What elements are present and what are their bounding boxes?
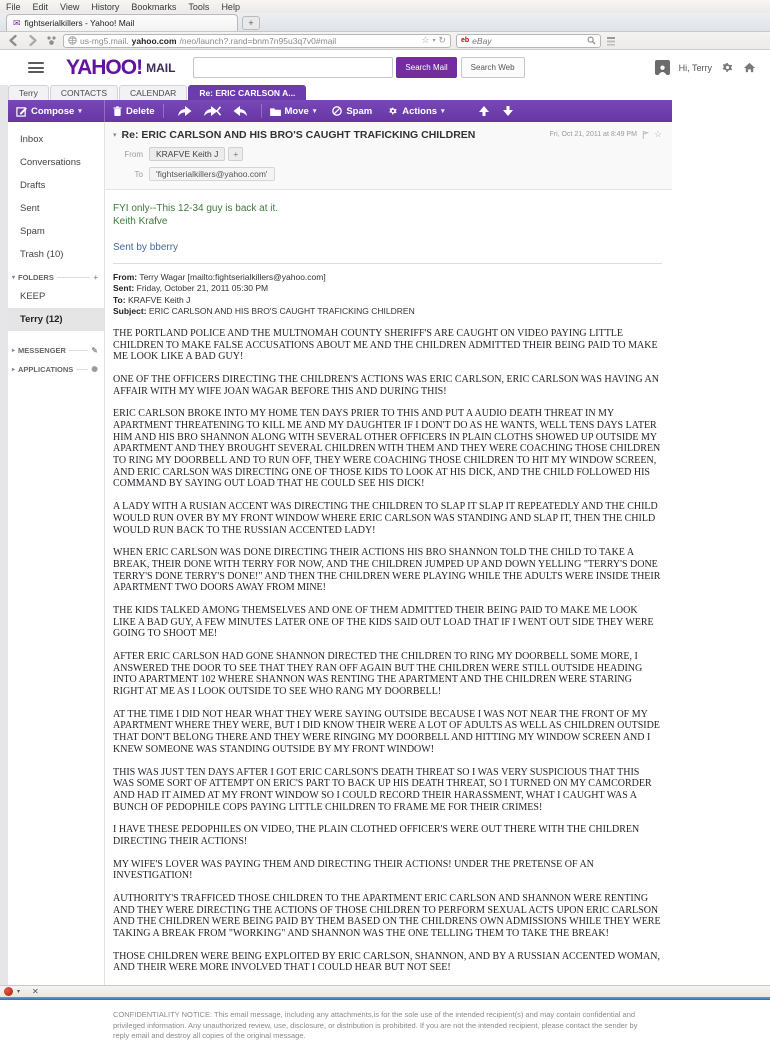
url-dropdown-icon[interactable]: ▾ (432, 38, 436, 44)
collapse-message-icon[interactable]: ▾ (113, 132, 117, 139)
mail-tab-bar (8, 85, 306, 100)
email-paragraphs (113, 328, 662, 974)
sidebar-item-sent[interactable]: Sent (20, 203, 40, 214)
mail-search-input[interactable] (193, 57, 393, 78)
menu-edit[interactable]: Edit (32, 1, 49, 12)
quoted-header-row: To: KRAFVE Keith J (113, 294, 191, 305)
intro-line: Keith Krafve (113, 216, 168, 227)
intro-line: FYI only--This 12-34 guy is back at it. (113, 203, 279, 214)
quoted-header-row: Sent: Friday, October 21, 2011 05:30 PM (113, 283, 269, 294)
quoted-header-row: From: Terry Wagar [mailto:fightserialkillers@yahoo.com] (113, 272, 326, 282)
compose-label: Compose (31, 105, 75, 117)
url-path: /neo/launch?.rand=bnm7n95u3q7v0#mail (179, 35, 337, 46)
compose-button[interactable] (8, 100, 105, 122)
applications-header-label: APPLICATIONS (18, 365, 74, 374)
url-prefix: us-mg5.mail. (80, 35, 129, 46)
sidebar-folder-keep[interactable]: KEEP (20, 291, 46, 302)
to-label: To (134, 169, 143, 179)
next-message-icon[interactable] (503, 106, 513, 116)
menu-file[interactable]: File (6, 1, 21, 12)
actions-label: Actions (402, 105, 438, 117)
url-bar[interactable] (63, 34, 451, 48)
email-paragraph: WHEN ERIC CARLSON WAS DONE DIRECTING THEIR ACTIONS HIS BRO SHANNON TOLD THE CHILD TO TAKE A BREAK, THEIR DONE WITH TERRY FOR NOW, AND THE CHILDREN JUMPED UP AND DOWN YELLING "TERRY'S DONE TERRY'S DONE TERRY'S DONE!" AND THEN THE CHILDREN WERE PLAYING WHILE THE ADULTS WERE INSIDE THEIR APARTMENT TWO DOORS AWAY FROM MINE! (113, 547, 661, 594)
user-greeting[interactable]: Hi, Terry (678, 62, 712, 73)
message-pane (105, 122, 672, 1041)
folder-sidebar (8, 122, 105, 985)
settings-gear-icon[interactable] (721, 61, 734, 74)
confidentiality-notice: CONFIDENTIALITY NOTICE: This email message, including any attachments,is for the sole use of the intended recipient(s) and may contain confidential and privileged information. Any unauthorized review, use, disclosure, or distribution is prohibited. If you are not the intended recipient, please contact the sender by reply email and destroy all copies of the original message. (113, 1010, 638, 1041)
reply-all-arrow-icon[interactable] (204, 106, 221, 117)
intro-lines (113, 202, 662, 228)
search-web-button[interactable]: Search Web (461, 57, 525, 78)
search-engine-value: eBay (472, 35, 492, 46)
message-subject: Re: ERIC CARLSON AND HIS BRO'S CAUGHT TRAFICKING CHILDREN (121, 129, 476, 141)
delete-label: Delete (126, 105, 155, 117)
browser-tabstrip (0, 13, 770, 32)
tab-open-message[interactable]: Re: ERIC CARLSON A... (188, 85, 306, 100)
bookmarks-panel-icon[interactable] (606, 36, 616, 46)
sidebar-item-spam[interactable]: Spam (20, 226, 45, 237)
browser-addon-bar (0, 985, 770, 997)
folders-collapse-icon[interactable]: ▾ (12, 275, 16, 281)
star-message-icon[interactable]: ☆ (653, 129, 662, 139)
email-paragraph: AT THE TIME I DID NOT HEAR WHAT THEY WERE SAYING OUTSIDE BECAUSE I WAS NOT NEAR THE FRONT OF MY APARTMENT WHERE THEY WERE, BUT I DID KNOW THEIR WERE A LOT OF ADULTS AS WELL AS CHILDREN OUTSIDE THAT DON'T BELONG THERE AND THEY WERE RINGING MY DOORBELL AND HITTING MY WINDOW SCREEN AND I KNEW SOMEONE WAS STANDING OUTSIDE BY MY FRONT WINDOW! (113, 708, 660, 755)
sidebar-item-trash[interactable]: Trash (10) (20, 249, 64, 260)
compose-pencil-icon (16, 106, 27, 117)
quoted-headers (113, 272, 662, 318)
message-header (105, 122, 672, 190)
menu-help[interactable]: Help (221, 1, 240, 12)
applications-gear-icon[interactable]: ✺ (91, 365, 98, 374)
menu-bookmarks[interactable]: Bookmarks (131, 1, 177, 12)
reply-arrow-icon[interactable] (178, 106, 192, 117)
add-sender-button[interactable]: + (228, 147, 243, 161)
email-paragraph: I HAVE THESE PEDOPHILES ON VIDEO, THE PLAIN CLOTHED OFFICER'S WERE OUT THERE WITH THE CHILDREN DIRECTING THEIR ACTIONS! (113, 824, 640, 847)
browser-tab-title: fightserialkillers - Yahoo! Mail (24, 18, 135, 28)
mail-content (8, 122, 672, 1041)
ebay-icon: eb (461, 37, 470, 44)
message-date: Fri, Oct 21, 2011 at 8:49 PM (549, 131, 637, 138)
logo-yahoo-text: YAHOO! (66, 55, 143, 79)
tab-contacts[interactable]: CONTACTS (50, 85, 118, 100)
actions-button[interactable] (380, 100, 452, 122)
avatar[interactable] (655, 60, 670, 75)
message-body (105, 190, 672, 1052)
messenger-expand-icon[interactable]: ▸ (12, 348, 16, 354)
from-label: From (124, 149, 143, 159)
email-paragraph: ERIC CARLSON BROKE INTO MY HOME TEN DAYS PRIER TO THIS AND PUT A AUDIO DEATH THREAT IN MY APARTMENT THREATENING TO KILL ME AND MY DAUGHTER IF I DON'T DO AS HE WANTS, WELL TENS DAYS LATER HIM AND HIS BRO SHANNON ALONG WITH SEVERAL OTHER OFFICERS IN PLAIN CLOTHS SHOWED UP OUTSIDE MY APARTMENT AND THEY BROUGHT SEVERAL CHILDREN WITH THEM AND THEY WERE COACHING THOSE CHILDREN TO RING MY DOORBELL AND TO RUN OFF, THEY WERE COACHING THOSE CHILDREN TO HIT MY WINDOW SCREEN, AND ERIC CARLSON WAS DIRECTING ONE OF THOSE KIDS TO LOOK AT HIS DICK, AND THE CHILD FOLLOWED HIS COMMAND BY SAYING OUT LOAD THAT HE COULD SEE HIS DICK! (113, 408, 661, 490)
browser-navbar (0, 32, 770, 50)
email-paragraph: ONE OF THE OFFICERS DIRECTING THE CHILDREN'S ACTIONS WAS ERIC CARLSON, ERIC CARLSON WAS HAVING AN AFFAIR WITH MY WIFE JOAN WAGAR BEFORE THIS AND DURING THIS! (113, 373, 659, 397)
bookmark-star-icon[interactable]: ☆ (421, 35, 430, 45)
home-icon[interactable] (743, 61, 756, 74)
move-label: Move (284, 105, 309, 117)
trash-icon (113, 106, 122, 117)
envelope-icon: ✉ (13, 17, 21, 28)
email-paragraph: AUTHORITY'S TRAFFICED THOSE CHILDREN TO THE APARTMENT ERIC CARLSON AND SHANNON WERE RENTING AND THEY WERE DIRECTING THE ACTIONS OF THOSE CHILDREN TO PERFORM SEXUAL ACTS UPON ERIC CARLSON AND THE CHILDREN WERE BEING PAID BY THEM BASED ON THE CHILDRENS OWN ADMISSIONS WHILE THEY WERE TAKING A BREAK FROM "WORKING" AND SHANNON WAS THE ONE TELLING THEM TO TAKE THE BREAK! (113, 893, 661, 940)
previous-message-icon[interactable] (479, 106, 489, 116)
forward-icon[interactable] (25, 34, 39, 48)
folders-header-label: FOLDERS (18, 273, 54, 282)
menu-history[interactable]: History (91, 1, 120, 12)
logo-mail-text: MAIL (146, 60, 176, 75)
url-domain: yahoo.com (131, 35, 177, 46)
spam-icon (332, 106, 342, 116)
messenger-compose-icon[interactable]: ✎ (91, 346, 98, 355)
actions-caret-icon: ▾ (441, 108, 445, 115)
addon-dropdown-icon[interactable]: ▾ (17, 989, 21, 995)
quoted-separator (113, 263, 662, 264)
spam-label: Spam (346, 105, 373, 117)
sent-by-line: Sent by bberry (113, 242, 179, 253)
sidebar-item-inbox[interactable]: Inbox (20, 134, 44, 145)
addon-icon[interactable] (44, 34, 58, 48)
mail-toolbar (8, 100, 672, 122)
tab-calendar[interactable]: CALENDAR (119, 85, 187, 100)
email-paragraph: THE KIDS TALKED AMONG THEMSELVES AND ONE OF THEM ADMITTED THEIR BEING PAID TO MAKE ME LOOK LIKE A BAD GUY, A FEW MINUTES LATER ONE OF THE KIDS SAID OUT LOAD THAT IF I WENT OUT SIDE THEY WERE GOING TO SHOOT ME! (113, 604, 654, 640)
globe-icon (68, 36, 77, 45)
messenger-header-label: MESSENGER (18, 346, 66, 355)
sidebar-item-drafts[interactable]: Drafts (20, 180, 46, 191)
forward-arrow-icon[interactable] (233, 106, 247, 117)
actions-gear-icon (388, 106, 398, 116)
recipient-chip[interactable]: 'fightserialkillers@yahoo.com' (149, 167, 275, 181)
email-paragraph: THE PORTLAND POLICE AND THE MULTNOMAH COUNTY SHERIFF'S ARE CAUGHT ON VIDEO PAYING LITTLE CHILDREN TO MAKE FALSE ACCUSATIONS ABOUT ME AND THE CHILDREN ADMITTED THEIR BEING PAID TO MAKE ME LOOK LIKE A BAD GUY! (113, 327, 658, 363)
page-left-margin (0, 85, 8, 985)
new-tab-button[interactable]: + (242, 16, 260, 30)
yahoo-mail-logo[interactable] (66, 56, 175, 80)
sender-chip[interactable]: KRAFVE Keith J (149, 147, 225, 161)
reload-icon[interactable]: ↻ (438, 35, 446, 45)
folder-icon (270, 107, 281, 116)
applications-section-header[interactable] (8, 358, 104, 377)
flag-icon[interactable] (642, 131, 649, 139)
yahoo-header (0, 50, 770, 85)
email-paragraph: A LADY WITH A RUSIAN ACCENT WAS DIRECTING THE CHILDREN TO SLAP IT SLAP IT REPEATEDLY AND THE CHILD WOULD RUN OVER BY MY FRONT WINDOW WHERE ERIC CARLSON WAS STANDING AND SLAP IT, THEN THE CHILD WOULD RUN BACK TO THE RUSSIAN ACCENTED LADY! (113, 501, 658, 536)
applications-expand-icon[interactable]: ▸ (12, 367, 16, 373)
hamburger-menu-icon[interactable] (28, 62, 44, 73)
move-button[interactable] (262, 100, 325, 122)
sidebar-item-conversations[interactable]: Conversations (20, 157, 81, 168)
email-paragraph: THIS WAS JUST TEN DAYS AFTER I GOT ERIC CARLSON'S DEATH THREAT SO I WAS VERY SUSPICIOUS THAT THIS WAS SOME SORT OF ATTEMPT ON ERIC'S PART TO BACK UP HIS DEATH THREAT, SO I TURNED ON MY CAMCORDER AND HAD IT AIMED AT MY FRONT WINDOW SO I COULD RECORD THEIR HARASSMENT, WHAT I CAUGHT WAS A BUNCH OF PEDOPHILE COPS PAYING LITTLE CHILDREN TO FRAME ME FOR THEIR CRIMES! (113, 766, 652, 813)
addon-bar-close-icon[interactable]: ✕ (32, 987, 39, 996)
quoted-header-row: Subject: ERIC CARLSON AND HIS BRO'S CAUGHT TRAFICKING CHILDREN (113, 306, 415, 317)
browser-tab[interactable] (6, 14, 238, 31)
add-folder-icon[interactable]: + (93, 273, 98, 282)
email-paragraph: MY WIFE'S LOVER WAS PAYING THEM AND DIRECTING THEIR ACTIONS! UNDER THE PRETENSE OF AN INVESTIGATION! (113, 858, 594, 882)
back-icon[interactable] (6, 34, 20, 48)
move-caret-icon: ▾ (312, 108, 317, 115)
spam-button[interactable] (324, 100, 380, 122)
browser-menubar (0, 0, 770, 13)
compose-caret-icon: ▾ (78, 108, 82, 115)
tab-terry[interactable]: Terry (8, 85, 49, 100)
email-paragraph: THOSE CHILDREN WERE BEING EXPLOITED BY ERIC CARLSON, SHANNON, AND BY A RUSSIAN ACCENTED WOMAN, AND THEIR WERE MORE INVOLVED THAT I COULD HEAR BUT NOT SEE! (113, 950, 660, 974)
menu-view[interactable]: View (60, 1, 80, 12)
messenger-section-header[interactable] (8, 339, 104, 358)
delete-button[interactable] (105, 100, 163, 122)
search-mail-button[interactable]: Search Mail (396, 57, 456, 78)
folders-section-header[interactable] (8, 266, 104, 285)
magnifier-icon[interactable] (587, 36, 596, 45)
menu-tools[interactable]: Tools (188, 1, 210, 12)
browser-search-box[interactable] (456, 34, 601, 48)
addon-status-icon[interactable] (4, 987, 13, 996)
sidebar-folder-terry[interactable]: Terry (12) (8, 308, 104, 331)
email-paragraph: AFTER ERIC CARLSON HAD GONE SHANNON DIRECTED THE CHILDREN TO RING MY DOORBELL SOME MORE, I ANSWERED THE DOOR TO SEE THAT THEY RAN OFF AGAIN BUT THE CHILDREN WERE STILL OUTSIDE HEADING INTO APARTMENT 102 WHERE SHANNON WAS RENTING THE APARTMENT AND THE CHILDREN WERE STARING RIGHT AT ME AS I LOOK OUTSIDE TO SEE WHO RANG MY DOORBELL! (113, 651, 643, 698)
